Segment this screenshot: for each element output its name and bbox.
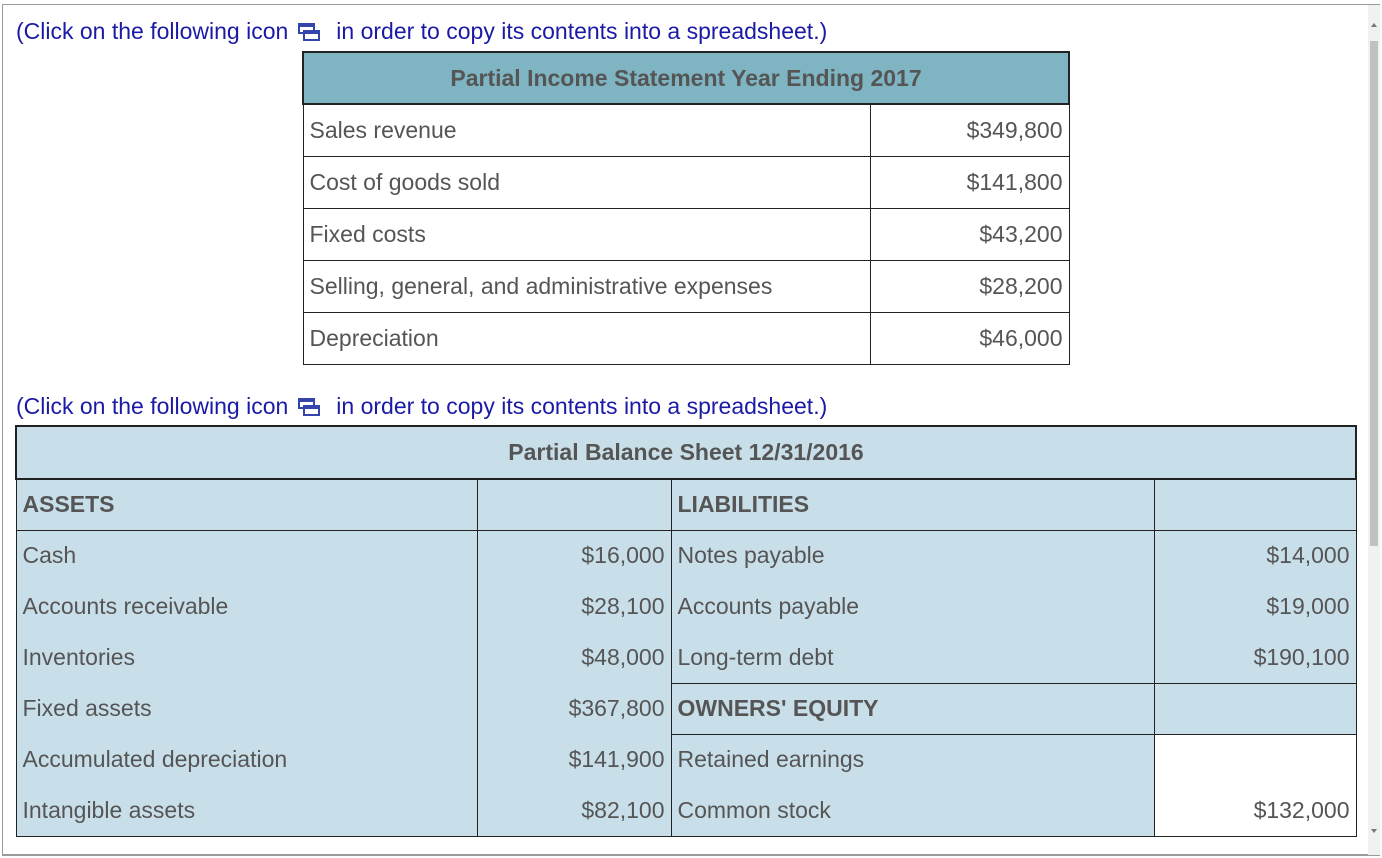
instruction-text-after: in order to copy its contents into a spreadsheet.) [336, 393, 828, 419]
asset-label: Accounts receivable [16, 581, 477, 632]
liability-label: Accounts payable [671, 581, 1154, 632]
row-label: Sales revenue [303, 104, 870, 156]
asset-label: Inventories [16, 632, 477, 683]
liabilities-header-value [1154, 479, 1356, 530]
asset-label: Accumulated depreciation [16, 734, 477, 785]
row-label: Fixed costs [303, 208, 870, 260]
asset-value: $367,800 [477, 683, 671, 734]
row-label: Selling, general, and administrative expenses [303, 260, 870, 312]
row-value: $43,200 [870, 208, 1069, 260]
equity-value [1154, 734, 1356, 785]
asset-value: $48,000 [477, 632, 671, 683]
asset-label: Cash [16, 530, 477, 581]
row-label: Cost of goods sold [303, 156, 870, 208]
asset-value: $82,100 [477, 785, 671, 836]
liabilities-header: LIABILITIES [671, 479, 1154, 530]
income-statement-table [302, 51, 1070, 365]
table-row [303, 208, 1069, 260]
balance-sheet-table [15, 425, 1357, 837]
table-row [303, 312, 1069, 364]
asset-label: Intangible assets [16, 785, 477, 836]
assets-header-value [477, 479, 671, 530]
copy-instruction-1 [16, 17, 827, 45]
assets-header: ASSETS [16, 479, 477, 530]
table-row [16, 785, 1356, 836]
asset-value: $28,100 [477, 581, 671, 632]
asset-value: $16,000 [477, 530, 671, 581]
table-row [303, 260, 1069, 312]
liability-label: Notes payable [671, 530, 1154, 581]
table-row [16, 479, 1356, 530]
asset-label: Fixed assets [16, 683, 477, 734]
table-row [16, 581, 1356, 632]
row-value: $46,000 [870, 312, 1069, 364]
table-row [16, 683, 1356, 734]
equity-value: $132,000 [1154, 785, 1356, 836]
table-row [303, 156, 1069, 208]
liability-value: $190,100 [1154, 632, 1356, 683]
table-row [16, 530, 1356, 581]
asset-value: $141,900 [477, 734, 671, 785]
income-statement-title: Partial Income Statement Year Ending 2017 [303, 52, 1069, 104]
row-value: $349,800 [870, 104, 1069, 156]
liability-value: $19,000 [1154, 581, 1356, 632]
instruction-text-before: (Click on the following icon [16, 393, 289, 419]
row-value: $28,200 [870, 260, 1069, 312]
instruction-text-after: in order to copy its contents into a spreadsheet.) [336, 18, 828, 44]
liability-value: $14,000 [1154, 530, 1356, 581]
equity-label: Common stock [671, 785, 1154, 836]
table-row [303, 104, 1069, 156]
liability-label: Long-term debt [671, 632, 1154, 683]
table-row [16, 734, 1356, 785]
vertical-scrollbar[interactable] [1368, 5, 1380, 855]
row-label: Depreciation [303, 312, 870, 364]
copy-to-spreadsheet-icon[interactable] [296, 21, 322, 43]
copy-instruction-2 [16, 392, 827, 420]
row-value: $141,800 [870, 156, 1069, 208]
balance-sheet-title: Partial Balance Sheet 12/31/2016 [16, 426, 1356, 479]
owners-equity-header: OWNERS' EQUITY [671, 683, 1154, 734]
equity-label: Retained earnings [671, 734, 1154, 785]
owners-equity-header-value [1154, 683, 1356, 734]
table-row [16, 632, 1356, 683]
copy-to-spreadsheet-icon[interactable] [296, 396, 322, 418]
instruction-text-before: (Click on the following icon [16, 18, 289, 44]
scroll-down-arrow-icon[interactable] [1371, 829, 1377, 833]
scroll-thumb[interactable] [1370, 41, 1378, 546]
scroll-up-arrow-icon[interactable] [1371, 23, 1377, 27]
